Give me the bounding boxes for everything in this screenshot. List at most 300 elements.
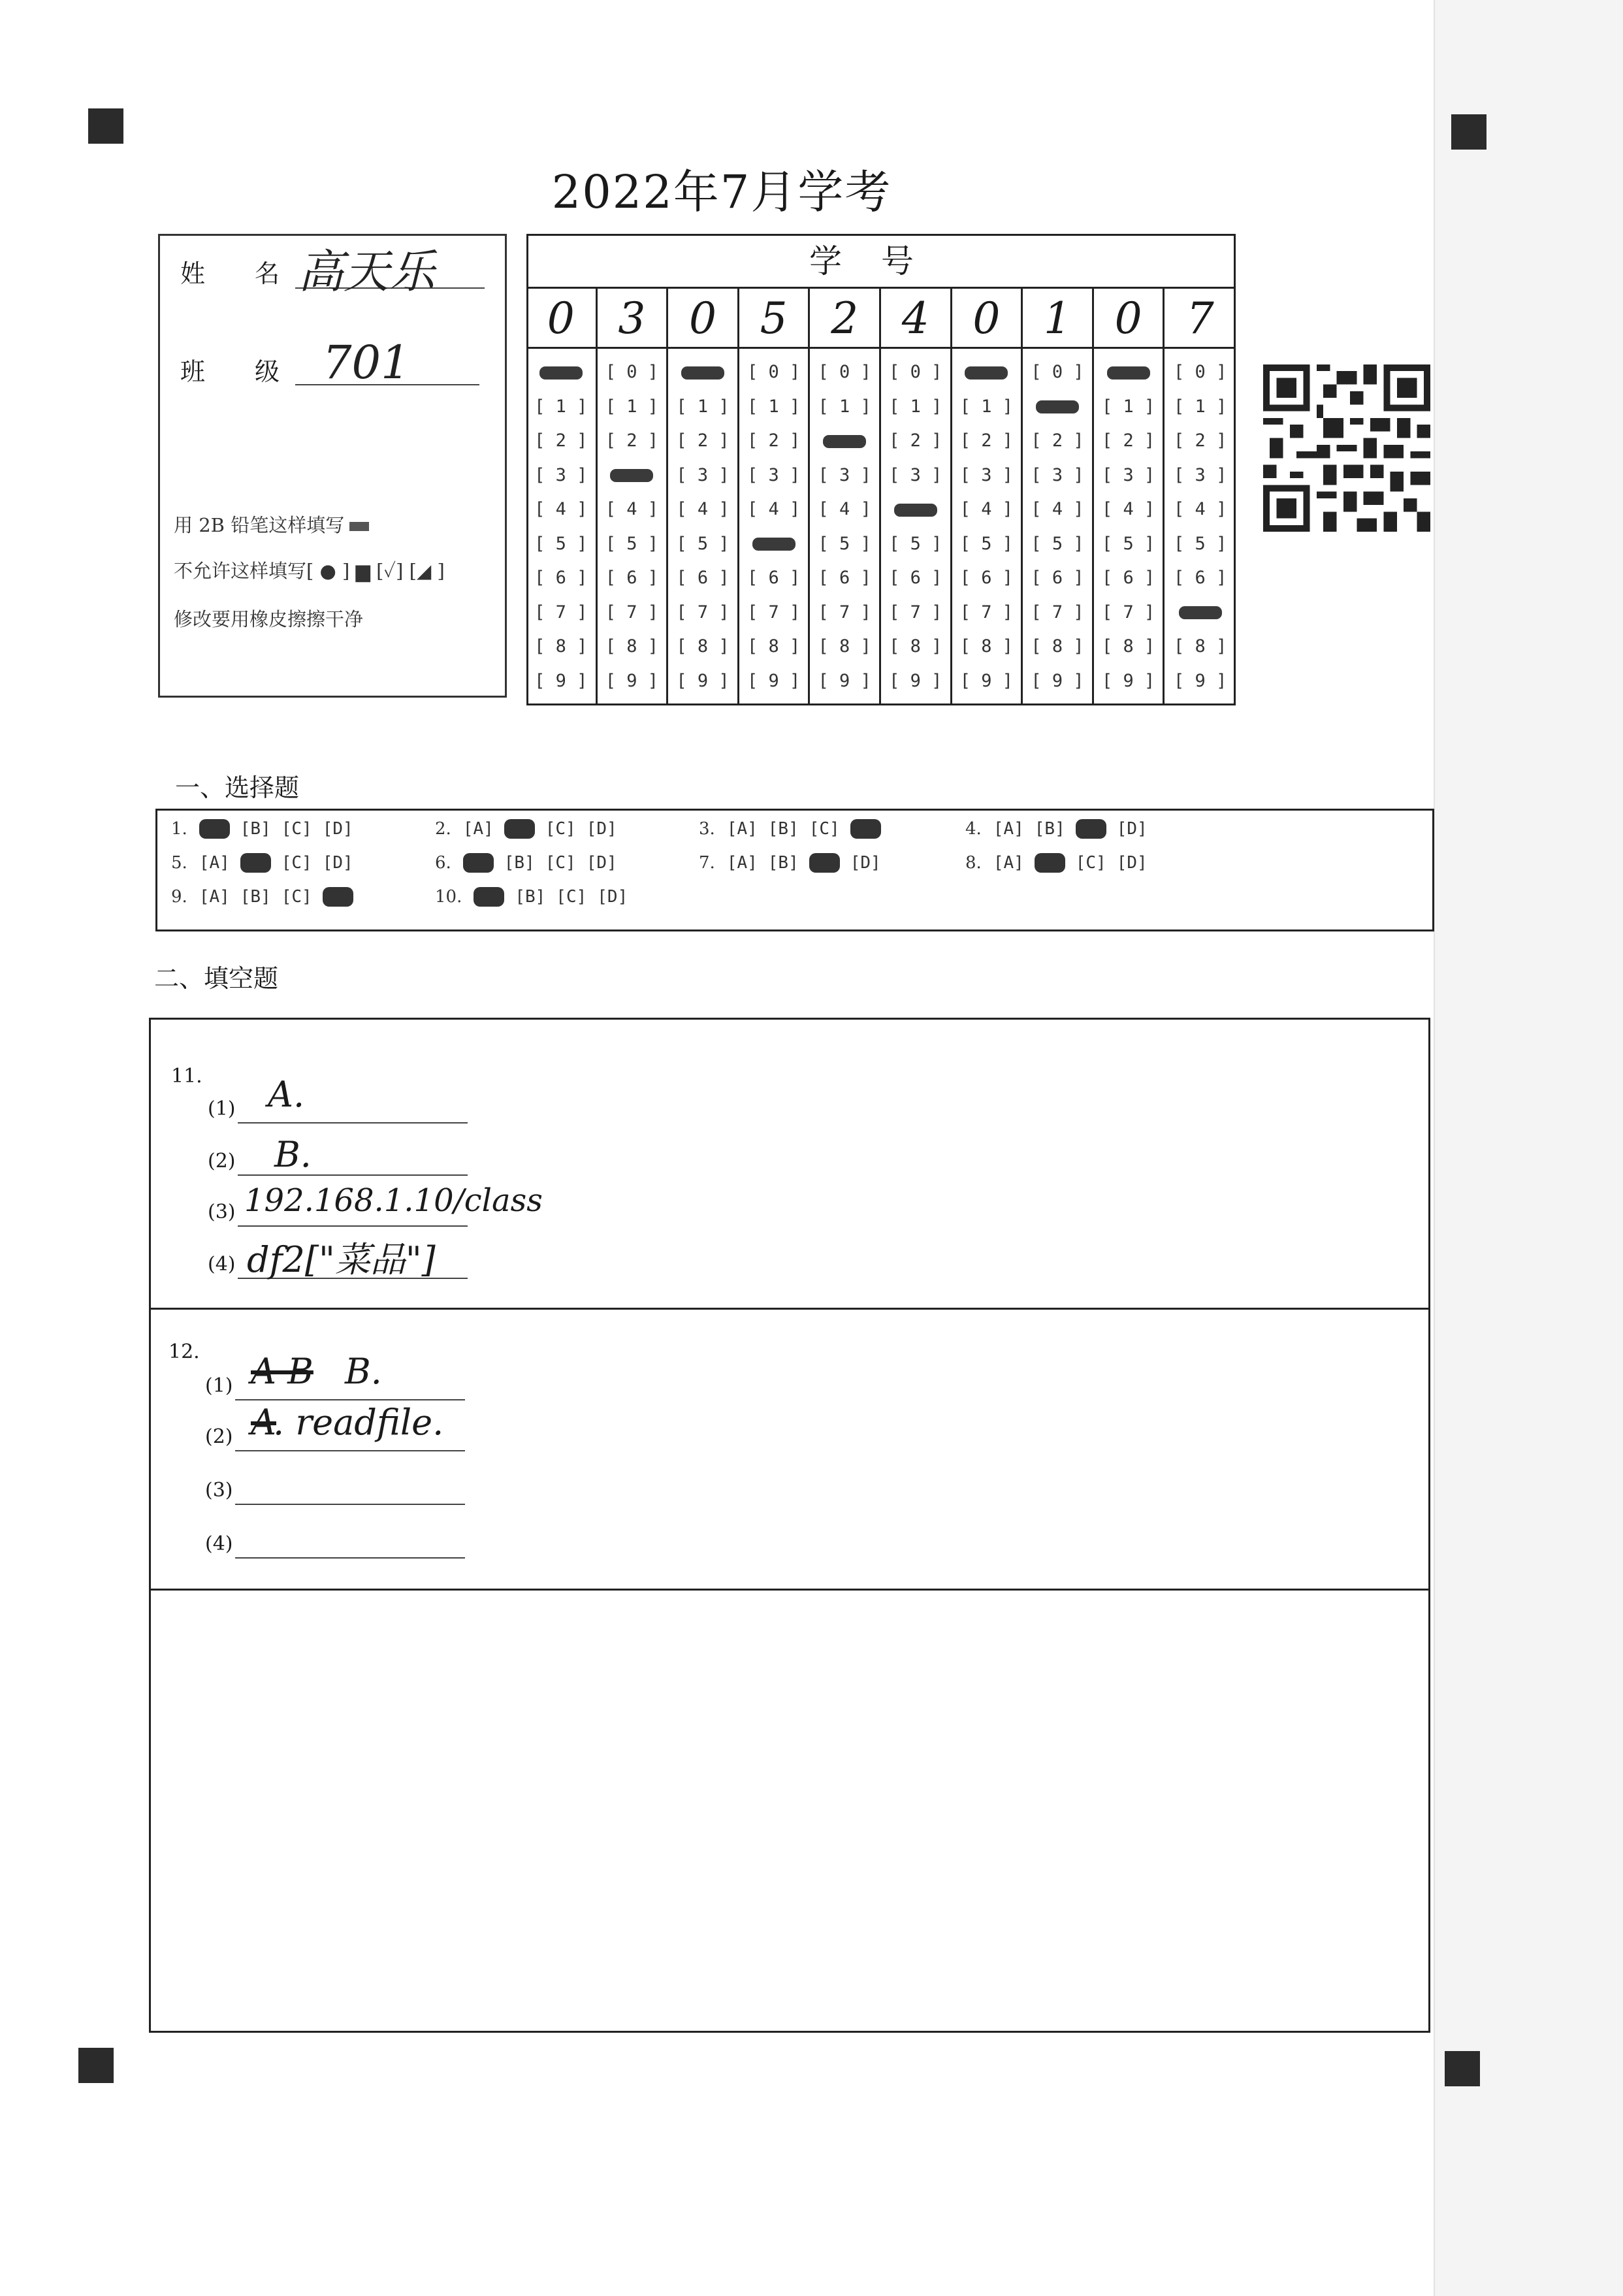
student-id-column xyxy=(810,289,881,705)
q11-blank-1-line xyxy=(238,1122,468,1124)
student-id-bubble[interactable] xyxy=(952,359,1021,385)
student-id-bubble-label: [ 8 ] xyxy=(1174,636,1227,656)
student-id-bubble-label: [ 6 ] xyxy=(959,568,1014,588)
mc-option[interactable]: [A] xyxy=(199,887,230,907)
student-id-bubble-label: [ 4 ] xyxy=(676,499,730,519)
student-id-bubble-label: [ 1 ] xyxy=(959,396,1014,417)
student-id-bubble[interactable] xyxy=(668,496,737,523)
student-id-bubble-label: [ 3 ] xyxy=(1101,464,1155,485)
q12-blank-1-label: (1) xyxy=(205,1374,233,1397)
student-id-bubble[interactable] xyxy=(881,668,950,694)
student-id-bubble-label: [ 5 ] xyxy=(1101,533,1155,554)
q12-blank-2-line xyxy=(235,1450,465,1451)
student-id-bubble-label: [ 6 ] xyxy=(889,568,942,588)
student-id-column xyxy=(1023,289,1094,705)
student-id-bubble[interactable] xyxy=(881,462,950,489)
mc-question-number: 8. xyxy=(965,853,982,873)
student-id-column xyxy=(881,289,952,705)
mc-option[interactable]: [A] xyxy=(993,819,1024,839)
class-value: 701 xyxy=(323,336,410,389)
student-id-bubble-label: [ 5 ] xyxy=(1174,533,1227,554)
student-id-bubble[interactable] xyxy=(1094,565,1163,591)
student-id-bubble[interactable] xyxy=(810,668,879,694)
mc-option[interactable]: [C] xyxy=(545,853,576,873)
student-id-bubble[interactable] xyxy=(739,600,809,626)
student-id-bubble-label: [ 0 ] xyxy=(889,362,942,382)
student-id-bubble-label: [ 9 ] xyxy=(818,670,871,691)
student-id-bubble[interactable] xyxy=(881,634,950,660)
q11-blank-3-label: (3) xyxy=(208,1201,236,1223)
student-id-bubble[interactable] xyxy=(526,428,596,454)
mc-question xyxy=(171,853,364,873)
student-id-bubble-label: [ 4 ] xyxy=(747,499,801,519)
mc-option[interactable]: [C] xyxy=(281,887,312,907)
student-id-bubble-label: [ 3 ] xyxy=(889,464,942,485)
scan-edge xyxy=(1434,0,1623,2296)
student-id-bubble-label: [ 8 ] xyxy=(534,636,588,656)
student-id-bubble[interactable] xyxy=(1165,462,1236,489)
student-id-bubble[interactable] xyxy=(810,359,879,385)
student-id-bubble[interactable] xyxy=(1165,600,1236,626)
student-id-bubble-label: [ 1 ] xyxy=(889,396,942,417)
page-title: 2022年7月学考 xyxy=(551,165,892,219)
student-id-bubble-label: [ 5 ] xyxy=(1031,533,1084,554)
student-id-bubble-label: [ 7 ] xyxy=(605,602,659,623)
student-id-bubble-label: [ 2 ] xyxy=(676,430,730,451)
q12-blank-4-label: (4) xyxy=(205,1532,233,1555)
mc-option[interactable]: [D] xyxy=(1116,819,1148,839)
student-id-bubble[interactable] xyxy=(1165,565,1236,591)
student-id-bubble-label: [ 8 ] xyxy=(959,636,1014,656)
student-id-bubble[interactable] xyxy=(526,600,596,626)
student-id-bubble[interactable] xyxy=(598,668,667,694)
student-id-bubble-label: [ 3 ] xyxy=(1174,464,1227,485)
student-id-bubble-label: [ 0 ] xyxy=(1174,362,1227,382)
mc-option[interactable] xyxy=(504,819,535,839)
mc-question xyxy=(699,819,892,839)
student-id-bubble[interactable] xyxy=(668,634,737,660)
student-id-bubble-label: [ 8 ] xyxy=(818,636,871,656)
mc-option[interactable] xyxy=(1076,819,1106,839)
mc-question-number: 1. xyxy=(171,819,187,839)
mc-option[interactable]: [D] xyxy=(586,853,617,873)
question-12-number: 12. xyxy=(169,1340,200,1363)
student-id-digit: 7 xyxy=(1165,289,1236,349)
mc-option[interactable]: [A] xyxy=(199,853,230,873)
student-id-bubble-label xyxy=(610,469,653,482)
q11-blank-2-answer: B. xyxy=(274,1134,312,1175)
student-id-bubble-label: [ 8 ] xyxy=(1101,636,1155,656)
student-id-bubble-label: [ 7 ] xyxy=(959,602,1014,623)
mc-option[interactable] xyxy=(199,819,230,839)
student-id-bubble[interactable] xyxy=(1023,668,1092,694)
student-id-bubble-label xyxy=(752,538,795,551)
student-id-bubble-label: [ 1 ] xyxy=(676,396,730,417)
student-id-bubble[interactable] xyxy=(1023,428,1092,454)
student-id-bubble-label: [ 5 ] xyxy=(889,533,942,554)
student-id-bubble-label: [ 9 ] xyxy=(534,670,588,691)
alignment-marker-bottom-right xyxy=(1445,2051,1480,2086)
student-id-bubble[interactable] xyxy=(952,496,1021,523)
student-id-bubble-label: [ 6 ] xyxy=(1031,568,1084,588)
mc-question-number: 10. xyxy=(435,887,462,907)
student-id-bubble-label: [ 4 ] xyxy=(818,499,871,519)
student-id-bubble[interactable] xyxy=(952,428,1021,454)
question-divider-2 xyxy=(149,1589,1430,1591)
student-id-bubble-label: [ 6 ] xyxy=(1174,568,1227,588)
student-id-bubble[interactable] xyxy=(668,428,737,454)
student-id-bubble[interactable] xyxy=(739,359,809,385)
student-id-bubble-label: [ 9 ] xyxy=(1174,670,1227,691)
mc-question xyxy=(965,853,1158,873)
student-id-bubble-label: [ 3 ] xyxy=(959,464,1014,485)
student-id-bubble[interactable] xyxy=(526,496,596,523)
student-id-bubble[interactable] xyxy=(1094,634,1163,660)
student-id-digit: 4 xyxy=(881,289,950,349)
student-id-column xyxy=(668,289,739,705)
student-id-bubble[interactable] xyxy=(1165,668,1236,694)
student-id-bubble[interactable] xyxy=(598,565,667,591)
student-id-bubble[interactable] xyxy=(881,496,950,523)
mc-option[interactable] xyxy=(1035,853,1065,873)
student-id-bubble[interactable] xyxy=(1094,531,1163,557)
student-id-digit: 2 xyxy=(810,289,879,349)
q12-blank-4-line xyxy=(235,1557,465,1559)
mc-question xyxy=(171,819,364,839)
student-id-bubble[interactable] xyxy=(1094,462,1163,489)
q12-blank-3-line xyxy=(235,1504,465,1505)
student-id-bubble-label xyxy=(681,366,724,380)
student-id-bubble-label: [ 1 ] xyxy=(605,396,659,417)
student-id-bubble-label: [ 5 ] xyxy=(959,533,1014,554)
mc-option[interactable]: [D] xyxy=(322,819,353,839)
mc-question-number: 2. xyxy=(435,819,451,839)
mc-option[interactable]: [D] xyxy=(1116,853,1148,873)
student-id-bubble-label: [ 8 ] xyxy=(747,636,801,656)
mc-option[interactable] xyxy=(809,853,840,873)
student-id-bubble-label: [ 7 ] xyxy=(818,602,871,623)
student-id-bubble[interactable] xyxy=(810,600,879,626)
student-id-bubble[interactable] xyxy=(739,634,809,660)
student-id-column xyxy=(1094,289,1165,705)
student-id-bubble-label: [ 4 ] xyxy=(1101,499,1155,519)
student-id-bubble[interactable] xyxy=(526,394,596,420)
erase-instruction: 修改要用橡皮擦擦干净 xyxy=(174,608,364,630)
student-id-bubble[interactable] xyxy=(1023,634,1092,660)
q11-blank-2-label: (2) xyxy=(208,1150,236,1172)
q11-blank-1-answer: A. xyxy=(268,1074,305,1115)
student-id-column xyxy=(1165,289,1236,705)
student-id-column xyxy=(526,289,598,705)
q12-blank-1-line xyxy=(235,1399,465,1400)
student-id-bubble-label: [ 6 ] xyxy=(605,568,659,588)
mc-option[interactable]: [D] xyxy=(322,853,353,873)
student-id-bubble[interactable] xyxy=(1023,600,1092,626)
student-id-bubble-label: [ 6 ] xyxy=(818,568,871,588)
student-id-bubble[interactable] xyxy=(810,394,879,420)
section-2-title: 二、填空题 xyxy=(154,964,279,993)
student-id-bubble[interactable] xyxy=(952,394,1021,420)
student-id-digit: 0 xyxy=(1094,289,1163,349)
student-id-bubble-label: [ 2 ] xyxy=(959,430,1014,451)
mc-question xyxy=(435,819,628,839)
student-id-bubble[interactable] xyxy=(598,428,667,454)
q12-blank-3-label: (3) xyxy=(205,1479,233,1502)
student-id-bubble-label: [ 4 ] xyxy=(534,499,588,519)
student-id-bubble[interactable] xyxy=(668,359,737,385)
student-id-bubble-label: [ 7 ] xyxy=(889,602,942,623)
q11-blank-3-line xyxy=(238,1225,468,1227)
student-id-bubble[interactable] xyxy=(1094,668,1163,694)
student-id-bubble-label: [ 6 ] xyxy=(676,568,730,588)
alignment-marker-top-right xyxy=(1451,114,1486,150)
student-id-bubble-label xyxy=(823,435,866,448)
student-id-digit: 3 xyxy=(598,289,667,349)
student-id-bubble[interactable] xyxy=(881,428,950,454)
student-id-bubble-label: [ 6 ] xyxy=(747,568,801,588)
mc-option[interactable] xyxy=(474,887,504,907)
student-id-bubble[interactable] xyxy=(1023,565,1092,591)
mc-option[interactable]: [C] xyxy=(281,819,312,839)
mc-option[interactable]: [C] xyxy=(281,853,312,873)
student-id-bubble-label: [ 2 ] xyxy=(534,430,588,451)
student-id-bubble[interactable] xyxy=(668,394,737,420)
student-id-digit: 0 xyxy=(526,289,596,349)
student-id-bubble[interactable] xyxy=(598,634,667,660)
student-id-bubble-label: [ 3 ] xyxy=(818,464,871,485)
mc-question xyxy=(435,853,628,873)
student-id-bubble[interactable] xyxy=(668,600,737,626)
student-id-bubble[interactable] xyxy=(1165,359,1236,385)
student-id-bubble-label: [ 4 ] xyxy=(959,499,1014,519)
mc-option[interactable]: [C] xyxy=(809,819,840,839)
student-id-bubble-label: [ 4 ] xyxy=(1031,499,1084,519)
student-id-bubble[interactable] xyxy=(810,496,879,523)
student-id-column xyxy=(952,289,1023,705)
student-id-bubble-label: [ 5 ] xyxy=(534,533,588,554)
student-id-bubble-label: [ 7 ] xyxy=(1031,602,1084,623)
student-id-bubble[interactable] xyxy=(1165,496,1236,523)
name-value: 高天乐 xyxy=(298,245,435,299)
student-id-bubble[interactable] xyxy=(598,394,667,420)
student-id-bubble[interactable] xyxy=(598,531,667,557)
student-id-bubble[interactable] xyxy=(526,531,596,557)
wrong-fill-instruction: 不允许这样填写[ ● ] ▆ [✓] [◢ ] xyxy=(174,560,445,582)
q11-blank-1-label: (1) xyxy=(208,1097,236,1120)
student-id-bubble[interactable] xyxy=(881,531,950,557)
student-id-bubble[interactable] xyxy=(881,565,950,591)
student-id-bubble[interactable] xyxy=(1094,428,1163,454)
student-id-bubble-label xyxy=(539,366,583,380)
student-id-bubble[interactable] xyxy=(1165,531,1236,557)
student-id-bubble[interactable] xyxy=(810,634,879,660)
student-id-bubble-label: [ 9 ] xyxy=(747,670,801,691)
mc-option[interactable]: [B] xyxy=(240,887,271,907)
mc-option[interactable]: [C] xyxy=(556,887,587,907)
student-id-bubble-label: [ 2 ] xyxy=(605,430,659,451)
student-id-bubble[interactable] xyxy=(1165,394,1236,420)
student-id-bubble[interactable] xyxy=(526,359,596,385)
mc-question xyxy=(171,887,364,907)
student-id-bubble[interactable] xyxy=(952,565,1021,591)
student-id-bubble-label: [ 7 ] xyxy=(676,602,730,623)
student-id-bubble[interactable] xyxy=(881,359,950,385)
student-id-bubble[interactable] xyxy=(526,462,596,489)
mc-option[interactable]: [A] xyxy=(993,853,1024,873)
correct-fill-sample xyxy=(349,522,369,531)
alignment-marker-top-left xyxy=(88,108,123,144)
mc-option[interactable]: [A] xyxy=(462,819,494,839)
mc-option[interactable] xyxy=(323,887,353,907)
mc-option[interactable]: [B] xyxy=(1034,819,1065,839)
student-id-digit: 0 xyxy=(952,289,1021,349)
mc-option[interactable]: [A] xyxy=(726,819,758,839)
mc-option[interactable]: [D] xyxy=(586,819,617,839)
student-id-bubble-label: [ 2 ] xyxy=(1031,430,1084,451)
q11-blank-4-label: (4) xyxy=(208,1253,236,1276)
student-id-digit: 0 xyxy=(668,289,737,349)
student-id-bubble-label: [ 1 ] xyxy=(1101,396,1155,417)
question-11-number: 11. xyxy=(171,1065,202,1088)
student-id-bubble[interactable] xyxy=(526,565,596,591)
student-id-bubble[interactable] xyxy=(598,462,667,489)
q11-blank-2-line xyxy=(238,1174,468,1176)
student-id-bubble[interactable] xyxy=(668,462,737,489)
student-id-bubble[interactable] xyxy=(1165,634,1236,660)
student-id-bubble-label: [ 6 ] xyxy=(534,568,588,588)
student-id-bubble[interactable] xyxy=(739,565,809,591)
question-divider-1 xyxy=(149,1308,1430,1310)
student-id-bubble-label xyxy=(894,504,937,517)
student-id-header: 学号 xyxy=(526,234,1236,289)
mc-option[interactable]: [B] xyxy=(767,819,799,839)
student-id-bubble[interactable] xyxy=(1094,359,1163,385)
student-id-bubble-label: [ 2 ] xyxy=(889,430,942,451)
student-id-bubble-label: [ 3 ] xyxy=(747,464,801,485)
mc-option[interactable]: [B] xyxy=(767,853,799,873)
qr-code xyxy=(1263,364,1430,532)
student-id-column xyxy=(739,289,811,705)
q12-blank-1-crossed-out: A B xyxy=(251,1351,313,1392)
mc-option[interactable]: [B] xyxy=(504,853,535,873)
student-id-bubble[interactable] xyxy=(526,668,596,694)
student-id-bubble[interactable] xyxy=(526,634,596,660)
mc-question xyxy=(699,853,892,873)
student-id-bubble-label: [ 9 ] xyxy=(605,670,659,691)
student-id-bubble-label xyxy=(1107,366,1150,380)
student-id-bubble[interactable] xyxy=(810,462,879,489)
student-id-bubble[interactable] xyxy=(739,428,809,454)
q12-blank-2-label: (2) xyxy=(205,1425,233,1448)
mc-option[interactable] xyxy=(850,819,881,839)
student-id-bubble[interactable] xyxy=(1094,394,1163,420)
student-id-bubble[interactable] xyxy=(1023,531,1092,557)
student-id-bubble[interactable] xyxy=(739,668,809,694)
student-id-bubble[interactable] xyxy=(1023,496,1092,523)
mc-question-number: 9. xyxy=(171,887,187,907)
mc-option[interactable]: [B] xyxy=(240,819,271,839)
mc-question xyxy=(965,819,1158,839)
student-id-bubble[interactable] xyxy=(952,634,1021,660)
student-id-bubble-label: [ 1 ] xyxy=(534,396,588,417)
student-id-bubble[interactable] xyxy=(952,462,1021,489)
student-id-bubble-label: [ 2 ] xyxy=(1101,430,1155,451)
student-id-bubble-label: [ 8 ] xyxy=(676,636,730,656)
student-id-bubble[interactable] xyxy=(810,428,879,454)
student-id-bubble[interactable] xyxy=(1165,428,1236,454)
student-id-bubble[interactable] xyxy=(668,668,737,694)
student-id-bubble[interactable] xyxy=(598,359,667,385)
mc-option[interactable]: [C] xyxy=(1075,853,1106,873)
mc-option[interactable] xyxy=(240,853,271,873)
mc-question-number: 7. xyxy=(699,853,715,873)
student-id-bubble[interactable] xyxy=(1023,394,1092,420)
mc-question-number: 5. xyxy=(171,853,187,873)
student-id-bubble-label: [ 3 ] xyxy=(534,464,588,485)
student-id-bubble[interactable] xyxy=(1023,359,1092,385)
q12-blank-2-answer: . readfile. xyxy=(273,1402,444,1443)
student-id-bubble[interactable] xyxy=(739,394,809,420)
student-id-bubble-label: [ 9 ] xyxy=(1101,670,1155,691)
student-id-bubble[interactable] xyxy=(1023,462,1092,489)
q12-blank-1-answer: B. xyxy=(345,1351,382,1392)
student-id-bubble-label: [ 5 ] xyxy=(605,533,659,554)
mc-option[interactable]: [D] xyxy=(597,887,628,907)
student-id-bubble-label: [ 8 ] xyxy=(1031,636,1084,656)
mc-option[interactable] xyxy=(463,853,494,873)
student-id-bubble[interactable] xyxy=(739,462,809,489)
student-id-bubble-label xyxy=(1036,400,1079,413)
q12-blank-2-crossed-out: A xyxy=(251,1402,276,1443)
section-1-title: 一、选择题 xyxy=(175,773,300,802)
student-id-bubble[interactable] xyxy=(668,565,737,591)
fill-instruction: 用 2B 铅笔这样填写 xyxy=(174,511,369,538)
q11-blank-4-answer: df2["菜品"] xyxy=(247,1239,436,1280)
student-id-bubble[interactable] xyxy=(668,531,737,557)
student-id-bubble[interactable] xyxy=(1094,496,1163,523)
alignment-marker-bottom-left xyxy=(78,2048,114,2083)
student-id-bubble[interactable] xyxy=(598,496,667,523)
mc-option[interactable]: [A] xyxy=(726,853,758,873)
student-id-bubble-label xyxy=(965,366,1008,380)
name-label: 姓 名 xyxy=(180,259,280,288)
student-id-bubble-label: [ 9 ] xyxy=(1031,670,1084,691)
student-id-bubble[interactable] xyxy=(739,531,809,557)
student-id-bubble[interactable] xyxy=(1094,600,1163,626)
student-id-bubble[interactable] xyxy=(881,600,950,626)
mc-question-number: 6. xyxy=(435,853,451,873)
student-id-bubble-label: [ 8 ] xyxy=(889,636,942,656)
mc-option[interactable]: [D] xyxy=(850,853,881,873)
mc-option[interactable]: [B] xyxy=(515,887,546,907)
student-id-bubble[interactable] xyxy=(952,600,1021,626)
mc-question xyxy=(435,887,638,907)
student-id-bubble-label: [ 7 ] xyxy=(534,602,588,623)
student-id-bubble[interactable] xyxy=(810,565,879,591)
student-id-bubble-label: [ 9 ] xyxy=(676,670,730,691)
student-id-bubble[interactable] xyxy=(952,668,1021,694)
student-id-bubble-label xyxy=(1179,606,1222,619)
student-id-bubble[interactable] xyxy=(881,394,950,420)
student-id-bubble-label: [ 5 ] xyxy=(818,533,871,554)
student-id-bubble[interactable] xyxy=(598,600,667,626)
mc-option[interactable]: [C] xyxy=(545,819,576,839)
student-id-bubble-label: [ 5 ] xyxy=(676,533,730,554)
mc-question-number: 3. xyxy=(699,819,715,839)
student-id-bubble[interactable] xyxy=(810,531,879,557)
student-id-bubble[interactable] xyxy=(739,496,809,523)
student-id-bubble[interactable] xyxy=(952,531,1021,557)
